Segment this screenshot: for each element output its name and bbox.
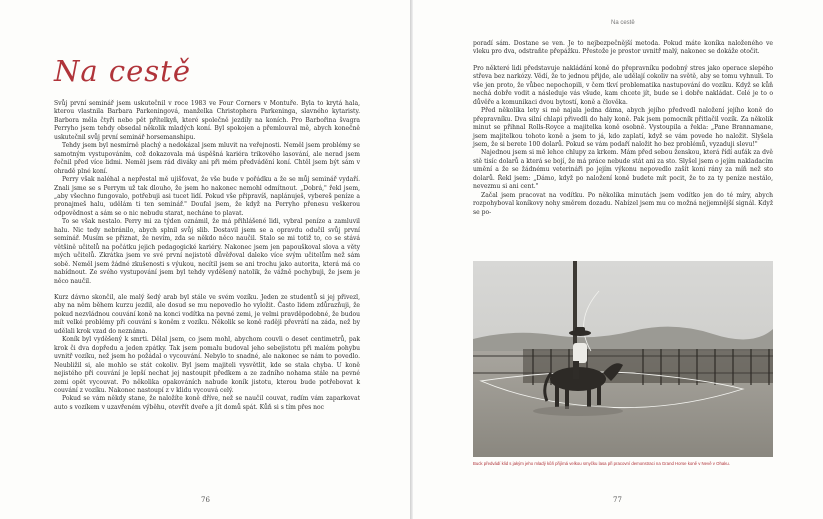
left-page [0,0,410,519]
page-number: 77 [613,496,622,504]
running-header: Na cestě [611,20,635,26]
left-body-text [54,100,360,412]
chapter-title: Na cestě [54,54,191,88]
paragraph: Kurz dávno skončil, ale malý šedý arab byl stále ve svém vozíku. Jeden ze studentů si jej přivezl, aby na něm během kurzu jezdil, ale dosud se mu nepovedlo ho vyložit. Často lidem zdůrazňuji, že pokud nezvládnou couvání koně na konci vodítka na pevné zemi, je velmi pravděpodobné, že budou mít velké problémy při couvání s koněm z vozíku. Několik se koně raději převrátí na záda, než by udělali krok vzad do neznáma. [54,293,360,335]
paragraph: Perry však naléhal a nepřestal mě ujišťovat, že vše bude v pořádku a že se můj seminář vydaří. Znali jsme se s Perrym už tak dlouho, že jsem ho nakonec nemohl odmítnout. „Dobrá," řekl jsem, „aby všechno fungovalo, potřebuji asi tucet lidí. Pokud vše připravíš, naplánuješ, vybereš peníze a pronajmeš halu, udělám ti ten seminář." Doufal jsem, že když na Perryho přenesu veškerou odpovědnost a sám se o nic nebudu starat, necháne to plavat. [54,176,360,217]
paragraph: Koník byl vyděšený k smrti. Dělal jsem, co jsem mohl, abychom couvli o deset centimetrů, pak krok či dva dopředu a jeden zpátky. Tak jsem pomalu budoval jeho sebejistotu při malém pohybu uvnitř vozíku, než jsem ho požádal o vycouvání. Nebylo to snadné, ale nakonec se nám to povedlo. Neubližil si, ale mohlo se stát cokoliv. Byl jsem majiteli vysvětlit, kde se stala chyba. U koně nejistého při couvání je lepší nechat jej nastoupit předkem a ze zadního nohama stále na pevné zemi opět vycouvat. Po několika opakováních nabude koník jistotu, kterou bude potřebovat k couvání z vozíku. Nakonec nastoupí z v klidu vycouvá celý. [54,336,360,394]
paragraph: Pokud se vám někdy stane, že naložíte koně dříve, než se naučil couvat, radím vám zaparkovat auto s vozíkem v uzavřeném výběhu, otevřít dveře a jít domů spát. Kůň si s tím přes noc [54,395,360,411]
right-body-text [473,40,773,217]
page-number: 76 [201,496,210,504]
right-page [413,0,823,519]
paragraph: Před několika lety si mě najala jedna dáma, abych jejího předvedl naložení jejího koně do přepravníku. Dva silní chlapi přivedli do haly koně. Pak jsem pomocník přitlačil vozík. Za několik minut se přihnal Rolls-Royce a majitelka koně osobně. Vystoupila a řekla: „Pane Brannamane, jsem majitelkou tohoto koně a jsem to já, kdo zaplatí, když se vám povede ho naložit. Slyšela jsem, že si berete 100 dolarů. Pokud se vám podaří naložit ho bez problémů, vyzaduji slevu!" [473,107,773,148]
paragraph: To se však nestalo. Perry mi za týden oznámil, že má přihlášené lidi, vybral peníze a zamluvil halu. Nic tedy nebránilo, abych splnil svůj slib. Dostavil jsem se a opravdu odučil svůj první seminář. Musím se přiznat, že nevím, zda se někdo něco naučil. Stalo se mi totiž to, co se stává většině učitelů na počátku jejich pedagogické kariéry. Nakonec jsem jen papouškoval slova a věty mých učitelů. Zkrátka jsem ve své první nejistotě důvěřoval daleko více svým učitelům než sám sobě. Neměl jsem žádné zkušenosti s výukou, necítil jsem se ani trochu jako autorita, která má co nabídnout. Ze svého vystupování jsem byl tehdy vyděšený natolik, že vážně pochybuji, že jsem je něco naučil. [54,218,360,285]
paragraph: Svůj první seminář jsem uskutečnil v roce 1983 ve Four Corners v Montuře. Byla to krytá hala, kterou vlastnila Barbara Parkeningová, manželka Christophera Parkeninga, slavného kytaristy. Barbora měla čtyři nebo pět přítelkyň, které společně jezdily na koních. Pro Barbořina švagra Perryho jsem tehdy obsedal několik mladých koní. Byl spokojen a přemlouval mě, abych konečně uskutečnil svůj první seminář horsemanshipu. [54,100,360,141]
paragraph: Začal jsem pracovat na vodítku. Po několika minutách jsem vodítko jen do té míry, abych rozpohyboval koníkovy nohy směrem dozadu. Nabízel jsem mu co možná nejjemnější signál. Když se po- [473,191,773,216]
paragraph: Tehdy jsem byl nesmírně plachý a nedokázal jsem mluvit na veřejnosti. Neměl jsem problémy se samotným vystupováním, což dokazovala má úspěšná kariéra trikového lasování, ale nerad jsem řečnil před více lidmi. Neměl jsem rád diváky ani při mém předvádění koní. Chtěl jsem být sám v ohradě plné koní. [54,142,360,175]
paragraph: Najednou jsem si mě lehce chlupy za krkem. Mám před sebou ženskou, která řídí auťák za dvě stě tisíc dolarů a která se bojí, že má práce nebude stát ani za sto. Slyšel jsem o jejím nakladacím umění a že se žádnému veterináři po jejím výkonu nepovedlo zašít koni rány za míň než sto dolarů. Řekl jsem: „Dámo, když po naložení koně budete mít pocit, že to za ty peníze nestálo, nevezmu si ani cent." [473,149,773,191]
cowboy-roping-photo [473,261,773,457]
paragraph: poradí sám. Dostane se ven. Je to nejbezpečnější metoda. Pokud máte koníka naloženého ve vleku pro dva, odstraňte přepážku. Přestože je prostor uvnitř malý, nakonec se dokáže otočit. [473,40,773,56]
photo-caption: Buck předvádí klid s jakým jeho mladý kůň přijímá velkou smyčku lasa při pracovní demonstraci na Grand Horse koně v Nevě v Ohaku. [473,461,730,466]
paragraph: Pro některé lidi představuje nakládání koně do přepravníku podobný stres jako operace slepého střeva bez narkózy. Vědí, že to jednou přijde, ale udělají cokoliv na světě, aby se tomu vyhnuli. To vše jen proto, že vůbec nepochopili, v čem tkví problematika nastupování do vozíku. Když se kůň nechá dobře vodit a následuje vás všude, kam chcete jít, bude se i dobře nakládat. Celé je to o důvěře a komunikaci dvou bytostí, koně a člověka. [473,64,773,106]
